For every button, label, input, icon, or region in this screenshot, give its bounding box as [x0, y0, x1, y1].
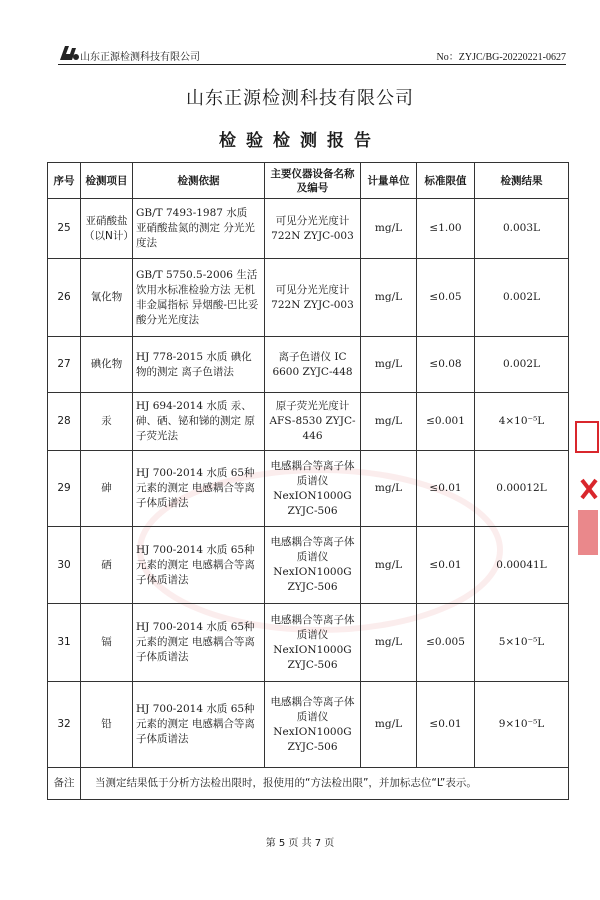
header-no: 序号: [48, 163, 81, 199]
row-no: 27: [48, 337, 81, 393]
row-item: 亚硝酸盐（以N计）: [81, 199, 133, 259]
report-title: 检验检测报告: [219, 131, 381, 151]
row-unit: mg/L: [361, 199, 417, 259]
row-basis: HJ 700-2014 水质 65种元素的测定 电感耦合等离子体质谱法: [133, 451, 265, 527]
note-row: [48, 768, 569, 800]
header-unit: 计量单位: [361, 163, 417, 199]
results-table: [47, 162, 569, 800]
row-limit: ≤0.001: [417, 393, 475, 451]
row-basis: HJ 778-2015 水质 碘化物的测定 离子色谱法: [133, 337, 265, 393]
row-limit: ≤0.08: [417, 337, 475, 393]
table-row: [48, 259, 569, 337]
row-result: 0.00012L: [475, 451, 569, 527]
row-limit: ≤0.05: [417, 259, 475, 337]
document-number: No：ZYJC/BG-20220221-0627: [436, 52, 566, 63]
page-header: [58, 42, 566, 66]
row-unit: mg/L: [361, 337, 417, 393]
row-result: 5×10⁻⁵L: [475, 604, 569, 682]
row-limit: ≤0.01: [417, 682, 475, 768]
row-item: 铅: [81, 682, 133, 768]
row-no: 26: [48, 259, 81, 337]
header-item: 检测项目: [81, 163, 133, 199]
row-instrument: 可见分光光度计 722N ZYJC-003: [265, 199, 361, 259]
row-unit: mg/L: [361, 604, 417, 682]
row-instrument: 离子色谱仪 IC 6600 ZYJC-448: [265, 337, 361, 393]
row-no: 25: [48, 199, 81, 259]
seam-stamp-icon: [572, 420, 600, 565]
note-text: 当测定结果低于分析方法检出限时，报使用的“方法检出限”，并加标志位“L”表示。: [81, 768, 569, 800]
row-unit: mg/L: [361, 393, 417, 451]
header-basis: 检测依据: [133, 163, 265, 199]
header-instrument: 主要仪器设备名称及编号: [265, 163, 361, 199]
row-item: 砷: [81, 451, 133, 527]
row-result: 0.002L: [475, 337, 569, 393]
table-row: [48, 337, 569, 393]
header-company-name: 山东正源检测科技有限公司: [80, 52, 200, 63]
table-row: [48, 604, 569, 682]
row-result: 0.00041L: [475, 527, 569, 604]
row-no: 30: [48, 527, 81, 604]
row-limit: ≤0.005: [417, 604, 475, 682]
row-unit: mg/L: [361, 527, 417, 604]
company-title: 山东正源检测科技有限公司: [186, 88, 414, 109]
row-basis: HJ 700-2014 水质 65种元素的测定 电感耦合等离子体质谱法: [133, 527, 265, 604]
row-no: 29: [48, 451, 81, 527]
row-item: 镉: [81, 604, 133, 682]
table-row: [48, 451, 569, 527]
row-result: 0.002L: [475, 259, 569, 337]
row-instrument: 电感耦合等离子体质谱仪 NexION1000G ZYJC-506: [265, 451, 361, 527]
row-unit: mg/L: [361, 259, 417, 337]
row-basis: GB/T 7493-1987 水质 亚硝酸盐氮的测定 分光光度法: [133, 199, 265, 259]
row-instrument: 电感耦合等离子体质谱仪 NexION1000G ZYJC-506: [265, 527, 361, 604]
row-item: 硒: [81, 527, 133, 604]
row-limit: ≤0.01: [417, 527, 475, 604]
row-instrument: 原子荧光光度计 AFS-8530 ZYJC-446: [265, 393, 361, 451]
row-basis: HJ 694-2014 水质 汞、砷、硒、铋和锑的测定 原子荧光法: [133, 393, 265, 451]
row-no: 32: [48, 682, 81, 768]
row-result: 9×10⁻⁵L: [475, 682, 569, 768]
row-result: 0.003L: [475, 199, 569, 259]
row-no: 28: [48, 393, 81, 451]
company-logo-icon: [58, 44, 80, 62]
row-item: 汞: [81, 393, 133, 451]
header-divider: [58, 64, 566, 65]
note-label: 备注: [48, 768, 81, 800]
row-item: 氰化物: [81, 259, 133, 337]
table-row: [48, 393, 569, 451]
row-unit: mg/L: [361, 682, 417, 768]
table-header-row: [48, 163, 569, 199]
row-result: 4×10⁻⁵L: [475, 393, 569, 451]
page-number: 第 5 页 共 7 页: [265, 838, 335, 849]
row-basis: HJ 700-2014 水质 65种元素的测定 电感耦合等离子体质谱法: [133, 604, 265, 682]
row-basis: GB/T 5750.5-2006 生活饮用水标准检验方法 无机非金属指标 异烟酸-巴比妥酸分光光度法: [133, 259, 265, 337]
row-unit: mg/L: [361, 451, 417, 527]
header-result: 检测结果: [475, 163, 569, 199]
row-item: 碘化物: [81, 337, 133, 393]
table-row: [48, 682, 569, 768]
row-limit: ≤1.00: [417, 199, 475, 259]
row-instrument: 电感耦合等离子体质谱仪 NexION1000G ZYJC-506: [265, 604, 361, 682]
header-limit: 标准限值: [417, 163, 475, 199]
table-row: [48, 527, 569, 604]
row-instrument: 电感耦合等离子体质谱仪 NexION1000G ZYJC-506: [265, 682, 361, 768]
row-limit: ≤0.01: [417, 451, 475, 527]
table-row: [48, 199, 569, 259]
row-instrument: 可见分光光度计 722N ZYJC-003: [265, 259, 361, 337]
row-basis: HJ 700-2014 水质 65种元素的测定 电感耦合等离子体质谱法: [133, 682, 265, 768]
row-no: 31: [48, 604, 81, 682]
